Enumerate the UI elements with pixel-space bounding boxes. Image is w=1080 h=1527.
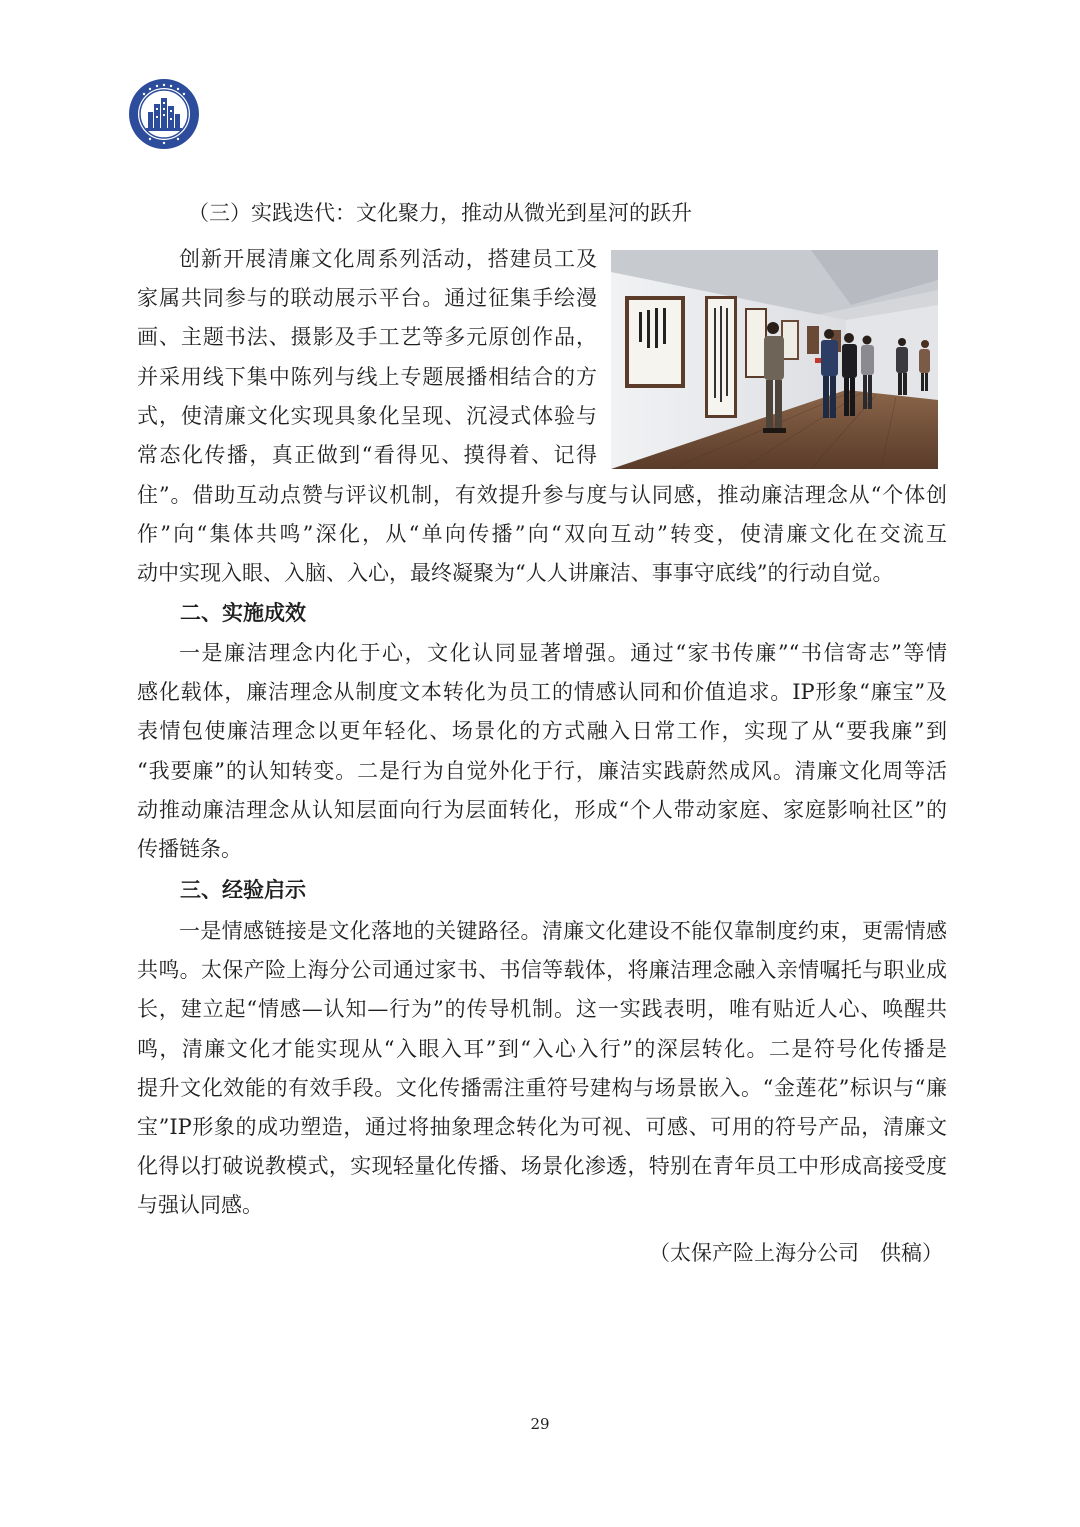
text-line: 一是廉洁理念内化于心，文化认同显著增强。通过“家书传廉”“书信寄志”等情 [179, 641, 947, 665]
text-line: 动中实现入眼、入脑、入心，最终凝聚为“人人讲廉洁、事事守底线”的行动自觉。 [137, 561, 894, 586]
text-line: 宝”IP形象的成功塑造，通过将抽象理念转化为可视、可感、可用的符号产品，清廉文 [137, 1115, 947, 1140]
text-line: 画、主题书法、摄影及手工艺等多元原创作品， [137, 325, 597, 350]
lessons-paragraph [137, 912, 947, 1226]
section-heading-lessons: 三、经验启示 [180, 877, 306, 902]
text-line: 常态化传播，真正做到“看得见、摸得着、记得 [137, 443, 597, 468]
results-paragraph [137, 634, 947, 869]
exhibition-photo [611, 250, 938, 469]
subsection-heading: （三）实践迭代：文化聚力，推动从微光到星河的跃升 [188, 201, 692, 225]
paragraph-continuation [137, 476, 947, 594]
company-seal-logo [128, 78, 200, 150]
article-credit: （太保产险上海分公司 供稿） [649, 1241, 943, 1265]
text-line: 感化载体，廉洁理念从制度文本转化为员工的情感认同和价值追求。IP形象“廉宝”及 [137, 680, 947, 705]
text-line: 并采用线下集中陈列与线上专题展播相结合的方 [137, 364, 597, 389]
text-line: 表情包使廉洁理念以更年轻化、场景化的方式融入日常工作，实现了从“要我廉”到 [137, 719, 947, 744]
section-heading-results: 二、实施成效 [180, 600, 306, 625]
text-line: 提升文化效能的有效手段。文化传播需注重符号建构与场景嵌入。“金莲花”标识与“廉 [137, 1075, 947, 1100]
text-line: 鸣，清廉文化才能实现从“入眼入耳”到“入心入行”的深层转化。二是符号化传播是 [137, 1036, 947, 1061]
text-line: 作”向“集体共鸣”深化，从“单向传播”向“双向互动”转变，使清廉文化在交流互 [137, 522, 947, 547]
text-line: “我要廉”的认知转变。二是行为自觉外化于行，廉洁实践蔚然成风。清廉文化周等活 [137, 758, 947, 783]
text-line: 式，使清廉文化实现具象化呈现、沉浸式体验与 [137, 403, 597, 428]
text-line: 创新开展清廉文化周系列活动，搭建员工及 [179, 247, 597, 271]
page-number: 29 [530, 1415, 550, 1433]
text-line: 一是情感链接是文化落地的关键路径。清廉文化建设不能仅靠制度约束，更需情感 [179, 919, 947, 943]
text-line: 住”。借助互动点赞与评议机制，有效提升参与度与认同感，推动廉洁理念从“个体创 [137, 483, 947, 507]
text-line: 与强认同感。 [137, 1193, 263, 1218]
text-line: 传播链条。 [137, 837, 242, 862]
text-line: 动推动廉洁理念从认知层面向行为层面转化，形成“个人带动家庭、家庭影响社区”的 [137, 797, 947, 822]
text-line: 家属共同参与的联动展示平台。通过征集手绘漫 [137, 286, 597, 311]
wrap-paragraph [137, 240, 597, 475]
text-line: 长，建立起“情感—认知—行为”的传导机制。这一实践表明，唯有贴近人心、唤醒共 [137, 997, 947, 1022]
text-line: 化得以打破说教模式，实现轻量化传播、场景化渗透，特别在青年员工中形成高接受度 [137, 1154, 947, 1179]
text-line: 共鸣。太保产险上海分公司通过家书、书信等载体，将廉洁理念融入亲情嘱托与职业成 [137, 958, 947, 983]
